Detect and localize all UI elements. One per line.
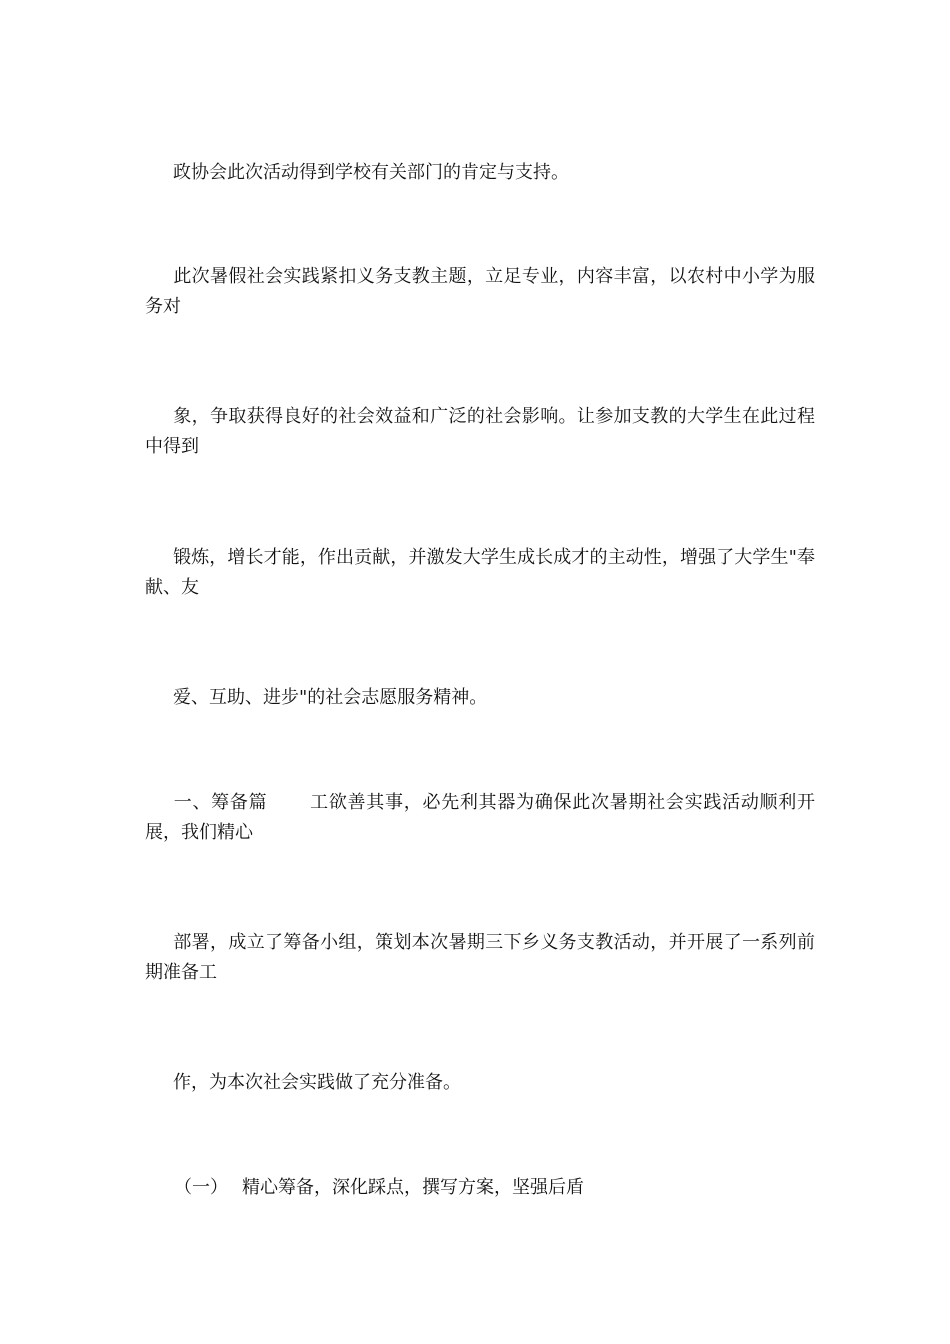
paragraph-8-text: 作，为本次社会实践做了充分准备。 (173, 1072, 461, 1093)
paragraph-3 (145, 402, 815, 462)
section-intro: 工欲善其事，必先利其器为确保此次暑期社会实践活动顺利开展，我们精心 (145, 792, 816, 843)
paragraph-2-text: 此次暑假社会实践紧扣义务支教主题，立足专业，内容丰富，以农村中小学为服务对 (145, 266, 815, 317)
section-heading: 一、筹备篇 (173, 792, 268, 813)
paragraph-4 (145, 543, 815, 603)
paragraph-7-text: 部署，成立了筹备小组，策划本次暑期三下乡义务支教活动，并开展了一系列前期准备工 (145, 932, 815, 983)
subsection-title: 精心筹备，深化踩点，撰写方案，坚强后盾 (242, 1177, 584, 1198)
paragraph-8 (145, 1068, 815, 1098)
paragraph-1 (145, 158, 815, 188)
paragraph-7 (145, 928, 815, 988)
paragraph-3-text: 象，争取获得良好的社会效益和广泛的社会影响。让参加支教的大学生在此过程中得到 (145, 406, 815, 457)
subsection-number: （一） (174, 1177, 228, 1198)
section-paragraph (145, 788, 815, 848)
paragraph-1-text: 政协会此次活动得到学校有关部门的肯定与支持。 (173, 162, 569, 183)
paragraph-2 (145, 262, 815, 322)
subsection-heading (174, 1173, 844, 1203)
paragraph-5 (145, 683, 815, 713)
paragraph-5-text: 爱、互助、进步"的社会志愿服务精神。 (173, 687, 488, 708)
paragraph-4-text: 锻炼，增长才能，作出贡献，并激发大学生成长成才的主动性，增强了大学生"奉献、友 (145, 547, 815, 598)
